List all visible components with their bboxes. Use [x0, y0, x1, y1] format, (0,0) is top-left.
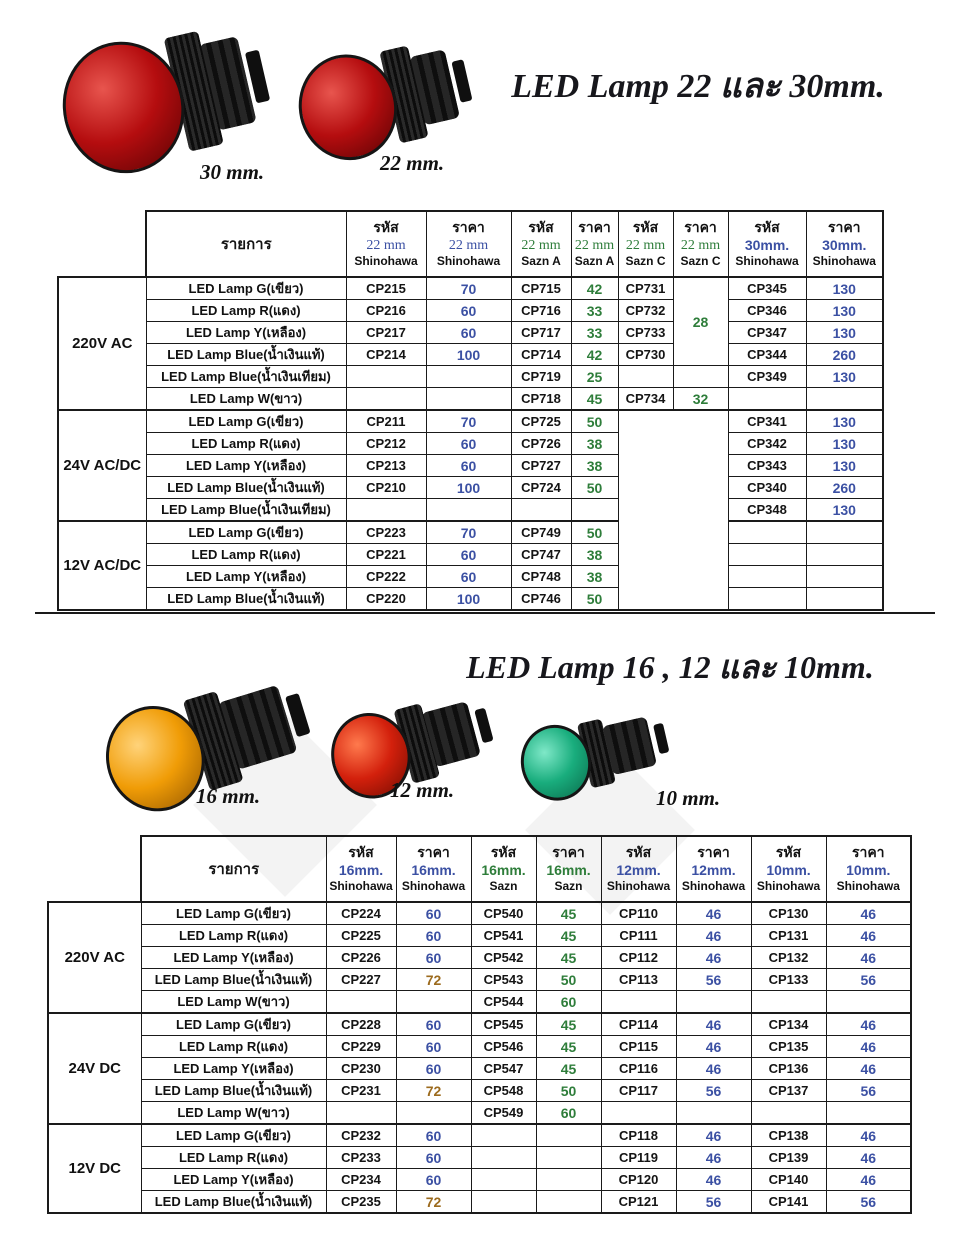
- price-cell: 45: [536, 925, 601, 947]
- code-cell: CP348: [728, 499, 806, 522]
- price-cell: 46: [826, 1036, 911, 1058]
- price-cell: 70: [426, 521, 511, 544]
- code-cell: CP120: [601, 1169, 676, 1191]
- code-cell: CP549: [471, 1102, 536, 1125]
- code-cell: CP134: [751, 1013, 826, 1036]
- item-cell: LED Lamp G(เขียว): [146, 521, 346, 544]
- empty-cell: [471, 1147, 536, 1169]
- code-cell: CP342: [728, 433, 806, 455]
- code-cell: CP116: [601, 1058, 676, 1080]
- price-cell: 130: [806, 433, 883, 455]
- lamp-terminal: [653, 723, 670, 755]
- price-cell: 46: [676, 1013, 751, 1036]
- code-cell: CP224: [326, 902, 396, 925]
- price-cell: 45: [571, 388, 618, 411]
- code-cell: CP228: [326, 1013, 396, 1036]
- price-cell: 56: [676, 1191, 751, 1214]
- price-cell: 260: [806, 344, 883, 366]
- price-cell: 33: [571, 322, 618, 344]
- item-cell: LED Lamp Y(เหลือง): [146, 322, 346, 344]
- empty-cell: [326, 991, 396, 1014]
- code-cell: CP731: [618, 277, 673, 300]
- item-cell: LED Lamp R(แดง): [146, 300, 346, 322]
- column-header: รหัส 22 mm Sazn A: [511, 211, 571, 277]
- empty-cell: [728, 388, 806, 411]
- price-cell: 50: [536, 969, 601, 991]
- empty-cell: [806, 566, 883, 588]
- item-cell: LED Lamp G(เขียว): [141, 1124, 326, 1147]
- size-label-30mm: 30 mm.: [200, 160, 265, 184]
- price-cell: 46: [676, 902, 751, 925]
- empty-cell: [806, 521, 883, 544]
- code-cell: CP115: [601, 1036, 676, 1058]
- price-cell: 130: [806, 366, 883, 388]
- price-cell: 50: [571, 477, 618, 499]
- voltage-group-label: 220V AC: [58, 277, 146, 410]
- price-cell: 60: [426, 322, 511, 344]
- column-header: ราคา 30mm. Shinohawa: [806, 211, 883, 277]
- price-cell: 130: [806, 277, 883, 300]
- code-cell: CP235: [326, 1191, 396, 1214]
- code-cell: CP340: [728, 477, 806, 499]
- pricing-table-22-30mm: [57, 210, 884, 611]
- item-cell: LED Lamp R(แดง): [141, 1036, 326, 1058]
- price-cell: 46: [826, 1169, 911, 1191]
- empty-cell: [536, 1169, 601, 1191]
- column-header: ราคา 22 mm Sazn C: [673, 211, 728, 277]
- code-cell: CP212: [346, 433, 426, 455]
- code-cell: CP223: [346, 521, 426, 544]
- column-header: รหัส 22 mm Shinohawa: [346, 211, 426, 277]
- item-cell: LED Lamp Blue(น้ำเงินแท้): [141, 969, 326, 991]
- code-cell: CP214: [346, 344, 426, 366]
- code-cell: CP734: [618, 388, 673, 411]
- empty-cell: [728, 588, 806, 611]
- code-cell: CP210: [346, 477, 426, 499]
- column-header: รหัส 16mm. Sazn: [471, 836, 536, 902]
- item-cell: LED Lamp Y(เหลือง): [146, 455, 346, 477]
- price-cell: 130: [806, 300, 883, 322]
- code-cell: CP725: [511, 410, 571, 433]
- code-cell: CP724: [511, 477, 571, 499]
- empty-cell: [728, 544, 806, 566]
- code-cell: CP213: [346, 455, 426, 477]
- price-cell: 130: [806, 322, 883, 344]
- code-cell: CP119: [601, 1147, 676, 1169]
- code-cell: CP216: [346, 300, 426, 322]
- code-cell: CP217: [346, 322, 426, 344]
- code-cell: CP222: [346, 566, 426, 588]
- item-cell: LED Lamp W(ขาว): [146, 388, 346, 411]
- column-header: ราคา 22 mm Shinohawa: [426, 211, 511, 277]
- item-cell: LED Lamp Blue(น้ำเงินเทียม): [146, 366, 346, 388]
- price-cell: 38: [571, 433, 618, 455]
- pricing-table-16-12-10mm: [47, 835, 912, 1214]
- price-cell: 45: [536, 1013, 601, 1036]
- section-divider: [35, 612, 935, 614]
- price-cell: 56: [826, 1191, 911, 1214]
- code-cell: CP343: [728, 455, 806, 477]
- empty-cell: [751, 991, 826, 1014]
- voltage-group-label: 12V AC/DC: [58, 521, 146, 610]
- code-cell: CP733: [618, 322, 673, 344]
- column-header: ราคา 16mm. Sazn: [536, 836, 601, 902]
- code-cell: CP749: [511, 521, 571, 544]
- empty-cell: [326, 1102, 396, 1125]
- code-cell: CP544: [471, 991, 536, 1014]
- code-cell: CP546: [471, 1036, 536, 1058]
- item-cell: LED Lamp Y(เหลือง): [141, 947, 326, 969]
- price-cell: 46: [676, 1058, 751, 1080]
- code-cell: CP112: [601, 947, 676, 969]
- price-cell: 46: [826, 1058, 911, 1080]
- price-cell: 60: [426, 455, 511, 477]
- size-label-12mm: 12 mm.: [390, 778, 455, 802]
- item-cell: LED Lamp R(แดง): [146, 544, 346, 566]
- empty-cell: [426, 366, 511, 388]
- price-cell: 46: [676, 925, 751, 947]
- code-cell: CP233: [326, 1147, 396, 1169]
- item-cell: LED Lamp Blue(น้ำเงินแท้): [146, 588, 346, 611]
- code-cell: CP349: [728, 366, 806, 388]
- code-cell: CP135: [751, 1036, 826, 1058]
- price-cell: 56: [826, 1080, 911, 1102]
- code-cell: CP727: [511, 455, 571, 477]
- item-cell: LED Lamp G(เขียว): [146, 277, 346, 300]
- item-cell: LED Lamp Y(เหลือง): [141, 1169, 326, 1191]
- item-cell: LED Lamp Y(เหลือง): [146, 566, 346, 588]
- price-cell: 72: [396, 1191, 471, 1214]
- code-cell: CP719: [511, 366, 571, 388]
- voltage-group-label: 24V DC: [48, 1013, 141, 1124]
- price-cell: 50: [571, 521, 618, 544]
- empty-cell: [676, 991, 751, 1014]
- column-header: รหัส 16mm. Shinohawa: [326, 836, 396, 902]
- empty-cell: [618, 410, 728, 610]
- price-cell: 42: [571, 344, 618, 366]
- price-cell: 60: [396, 1013, 471, 1036]
- price-cell: 50: [571, 410, 618, 433]
- price-cell: 60: [396, 1169, 471, 1191]
- code-cell: CP715: [511, 277, 571, 300]
- empty-cell: [346, 366, 426, 388]
- price-cell: 45: [536, 1058, 601, 1080]
- empty-cell: [396, 991, 471, 1014]
- code-cell: CP111: [601, 925, 676, 947]
- header-spacer: [48, 836, 141, 902]
- price-cell: 46: [676, 1036, 751, 1058]
- price-cell: 46: [826, 1124, 911, 1147]
- item-cell: LED Lamp R(แดง): [141, 925, 326, 947]
- price-cell: 100: [426, 477, 511, 499]
- price-cell: 130: [806, 410, 883, 433]
- price-cell: 72: [396, 969, 471, 991]
- section2-title: LED Lamp 16 , 12 และ 10mm.: [466, 649, 874, 685]
- code-cell: CP545: [471, 1013, 536, 1036]
- code-cell: CP234: [326, 1169, 396, 1191]
- item-cell: LED Lamp Blue(น้ำเงินแท้): [146, 344, 346, 366]
- code-cell: CP227: [326, 969, 396, 991]
- code-cell: CP118: [601, 1124, 676, 1147]
- code-cell: CP540: [471, 902, 536, 925]
- code-cell: CP229: [326, 1036, 396, 1058]
- empty-cell: [471, 1191, 536, 1214]
- empty-cell: [728, 566, 806, 588]
- code-cell: CP132: [751, 947, 826, 969]
- column-header: ราคา 10mm. Shinohawa: [826, 836, 911, 902]
- code-cell: CP345: [728, 277, 806, 300]
- code-cell: CP732: [618, 300, 673, 322]
- price-cell: 56: [826, 969, 911, 991]
- item-column-header: รายการ: [146, 211, 346, 277]
- column-header: ราคา 12mm. Shinohawa: [676, 836, 751, 902]
- code-cell: CP543: [471, 969, 536, 991]
- item-cell: LED Lamp Y(เหลือง): [141, 1058, 326, 1080]
- code-cell: CP341: [728, 410, 806, 433]
- price-cell: 130: [806, 455, 883, 477]
- code-cell: CP714: [511, 344, 571, 366]
- price-cell: 46: [826, 1147, 911, 1169]
- price-cell: 46: [826, 947, 911, 969]
- code-cell: CP746: [511, 588, 571, 611]
- price-cell: 45: [536, 902, 601, 925]
- item-cell: LED Lamp Blue(น้ำเงินเทียม): [146, 499, 346, 522]
- price-cell: 72: [396, 1080, 471, 1102]
- voltage-group-label: 12V DC: [48, 1124, 141, 1213]
- column-header: ราคา 22 mm Sazn A: [571, 211, 618, 277]
- code-cell: CP541: [471, 925, 536, 947]
- item-cell: LED Lamp W(ขาว): [141, 1102, 326, 1125]
- code-cell: CP136: [751, 1058, 826, 1080]
- section1-title: LED Lamp 22 และ 30mm.: [511, 68, 885, 105]
- price-cell: 50: [536, 1080, 601, 1102]
- price-cell: 32: [673, 388, 728, 411]
- code-cell: CP542: [471, 947, 536, 969]
- column-header: รหัส 30mm. Shinohawa: [728, 211, 806, 277]
- empty-cell: [728, 521, 806, 544]
- empty-cell: [536, 1191, 601, 1214]
- item-cell: LED Lamp Blue(น้ำเงินแท้): [146, 477, 346, 499]
- item-cell: LED Lamp R(แดง): [146, 433, 346, 455]
- price-cell: 46: [826, 1013, 911, 1036]
- code-cell: CP131: [751, 925, 826, 947]
- price-cell: 60: [536, 991, 601, 1014]
- empty-cell: [426, 499, 511, 522]
- price-cell: 70: [426, 277, 511, 300]
- price-cell: 60: [426, 544, 511, 566]
- empty-cell: [396, 1102, 471, 1125]
- code-cell: CP121: [601, 1191, 676, 1214]
- item-cell: LED Lamp R(แดง): [141, 1147, 326, 1169]
- code-cell: CP717: [511, 322, 571, 344]
- code-cell: CP718: [511, 388, 571, 411]
- code-cell: CP130: [751, 902, 826, 925]
- price-cell: 46: [826, 925, 911, 947]
- code-cell: CP547: [471, 1058, 536, 1080]
- empty-cell: [673, 366, 728, 388]
- code-cell: CP225: [326, 925, 396, 947]
- empty-cell: [471, 1169, 536, 1191]
- empty-cell: [426, 388, 511, 411]
- code-cell: CP232: [326, 1124, 396, 1147]
- empty-cell: [826, 1102, 911, 1125]
- empty-cell: [806, 588, 883, 611]
- code-cell: CP226: [326, 947, 396, 969]
- price-cell: 46: [676, 1147, 751, 1169]
- code-cell: CP344: [728, 344, 806, 366]
- column-header: รหัส 10mm. Shinohawa: [751, 836, 826, 902]
- code-cell: CP113: [601, 969, 676, 991]
- empty-cell: [346, 499, 426, 522]
- code-cell: CP117: [601, 1080, 676, 1102]
- item-cell: LED Lamp Blue(น้ำเงินแท้): [141, 1080, 326, 1102]
- price-cell: 260: [806, 477, 883, 499]
- code-cell: CP137: [751, 1080, 826, 1102]
- size-label-10mm: 10 mm.: [656, 786, 721, 810]
- price-cell: 38: [571, 455, 618, 477]
- price-cell: 46: [676, 1124, 751, 1147]
- code-cell: CP548: [471, 1080, 536, 1102]
- price-cell: 42: [571, 277, 618, 300]
- item-cell: LED Lamp W(ขาว): [141, 991, 326, 1014]
- item-column-header: รายการ: [141, 836, 326, 902]
- column-header: รหัส 22 mm Sazn C: [618, 211, 673, 277]
- lamp-terminal: [474, 707, 494, 743]
- size-label-22mm: 22 mm.: [380, 151, 445, 175]
- price-cell: 46: [676, 947, 751, 969]
- price-cell: 60: [536, 1102, 601, 1125]
- empty-cell: [601, 991, 676, 1014]
- empty-cell: [471, 1124, 536, 1147]
- code-cell: CP747: [511, 544, 571, 566]
- empty-cell: [536, 1147, 601, 1169]
- price-cell: 60: [396, 1036, 471, 1058]
- price-cell: 33: [571, 300, 618, 322]
- code-cell: CP748: [511, 566, 571, 588]
- price-cell: 60: [396, 1147, 471, 1169]
- code-cell: CP230: [326, 1058, 396, 1080]
- code-cell: CP730: [618, 344, 673, 366]
- price-cell: 60: [396, 925, 471, 947]
- price-cell: 60: [426, 566, 511, 588]
- price-cell: 100: [426, 344, 511, 366]
- empty-cell: [676, 1102, 751, 1125]
- price-cell: 60: [396, 947, 471, 969]
- price-cell: 46: [676, 1169, 751, 1191]
- code-cell: CP215: [346, 277, 426, 300]
- empty-cell: [751, 1102, 826, 1125]
- price-cell: 60: [396, 1124, 471, 1147]
- price-cell: 100: [426, 588, 511, 611]
- price-cell: 60: [396, 1058, 471, 1080]
- empty-cell: [601, 1102, 676, 1125]
- price-cell: 70: [426, 410, 511, 433]
- column-header: รหัส 12mm. Shinohawa: [601, 836, 676, 902]
- price-cell: 56: [676, 1080, 751, 1102]
- price-cell: 25: [571, 366, 618, 388]
- price-cell: 38: [571, 544, 618, 566]
- column-header: ราคา 16mm. Shinohawa: [396, 836, 471, 902]
- item-cell: LED Lamp G(เขียว): [141, 902, 326, 925]
- code-cell: CP133: [751, 969, 826, 991]
- empty-cell: [511, 499, 571, 522]
- code-cell: CP139: [751, 1147, 826, 1169]
- code-cell: CP211: [346, 410, 426, 433]
- code-cell: CP114: [601, 1013, 676, 1036]
- item-cell: LED Lamp G(เขียว): [146, 410, 346, 433]
- item-cell: LED Lamp Blue(น้ำเงินแท้): [141, 1191, 326, 1214]
- header-spacer: [58, 211, 146, 277]
- price-cell: 60: [396, 902, 471, 925]
- empty-cell: [806, 388, 883, 411]
- price-cell: 28: [673, 277, 728, 366]
- empty-cell: [536, 1124, 601, 1147]
- code-cell: CP221: [346, 544, 426, 566]
- code-cell: CP347: [728, 322, 806, 344]
- price-cell: 60: [426, 300, 511, 322]
- empty-cell: [806, 544, 883, 566]
- size-label-16mm: 16 mm.: [196, 784, 261, 808]
- empty-cell: [618, 366, 673, 388]
- code-cell: CP220: [346, 588, 426, 611]
- code-cell: CP141: [751, 1191, 826, 1214]
- empty-cell: [571, 499, 618, 522]
- price-cell: 45: [536, 1036, 601, 1058]
- voltage-group-label: 24V AC/DC: [58, 410, 146, 521]
- code-cell: CP110: [601, 902, 676, 925]
- price-cell: 45: [536, 947, 601, 969]
- code-cell: CP716: [511, 300, 571, 322]
- empty-cell: [826, 991, 911, 1014]
- item-cell: LED Lamp G(เขียว): [141, 1013, 326, 1036]
- code-cell: CP726: [511, 433, 571, 455]
- voltage-group-label: 220V AC: [48, 902, 141, 1013]
- price-cell: 38: [571, 566, 618, 588]
- price-cell: 60: [426, 433, 511, 455]
- code-cell: CP140: [751, 1169, 826, 1191]
- price-cell: 46: [826, 902, 911, 925]
- empty-cell: [346, 388, 426, 411]
- price-cell: 50: [571, 588, 618, 611]
- lamp-photo-22mm: [288, 28, 479, 170]
- code-cell: CP231: [326, 1080, 396, 1102]
- code-cell: CP138: [751, 1124, 826, 1147]
- code-cell: CP346: [728, 300, 806, 322]
- price-cell: 130: [806, 499, 883, 522]
- price-cell: 56: [676, 969, 751, 991]
